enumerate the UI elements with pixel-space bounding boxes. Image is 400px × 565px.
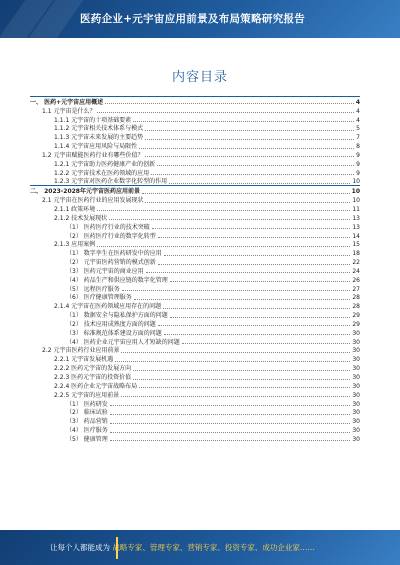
toc-page-number: 10 <box>352 178 360 186</box>
toc-entry-label: （1） 数字孪生在医药研发中的应用 <box>66 250 162 258</box>
toc-entry[interactable] <box>30 337 360 346</box>
toc-entry[interactable] <box>30 195 360 204</box>
toc-leader-dots <box>133 121 354 122</box>
toc-entry[interactable] <box>30 231 360 240</box>
toc-leader-dots <box>157 165 354 166</box>
toc-page-number: 30 <box>352 391 360 399</box>
toc-page-number: 30 <box>352 356 360 364</box>
toc-entry[interactable] <box>30 177 360 186</box>
toc-entry-label: 1.2.1 元宇宙助力医药健康产业的创新 <box>54 160 156 168</box>
toc-page-number: 29 <box>352 320 360 328</box>
toc-page-number: 30 <box>352 329 360 337</box>
toc-leader-dots <box>164 334 351 335</box>
toc-leader-dots <box>133 379 350 380</box>
toc-leader-dots <box>182 343 351 344</box>
toc-page-number: 18 <box>352 250 360 258</box>
toc-page-number: 4 <box>356 107 360 115</box>
toc-entry[interactable] <box>30 416 360 425</box>
toc-entry[interactable] <box>30 301 360 310</box>
footer-banner <box>0 530 400 565</box>
toc-entry-label: 2.1.4 元宇宙在医药领域应用存在的问题 <box>54 303 162 311</box>
toc-entry[interactable] <box>30 293 360 302</box>
toc-entry[interactable] <box>30 408 360 417</box>
toc-entry-label: （5） 远程医疗服务 <box>66 285 120 293</box>
toc-entry[interactable] <box>30 222 360 231</box>
toc-entry[interactable] <box>30 425 360 434</box>
toc-entry[interactable] <box>30 399 360 408</box>
toc-leader-dots <box>139 387 350 388</box>
toc-entry-label: （2） 临床试验 <box>66 409 108 417</box>
toc-entry-label: 1.1.1 元宇宙的十项基础要素 <box>54 116 132 124</box>
toc-page-number: 28 <box>352 294 360 302</box>
toc-leader-dots <box>152 228 351 229</box>
toc-entry-label: （1） 数据安全与隐私保护方面的问题 <box>66 312 168 320</box>
toc-entry[interactable] <box>30 150 360 159</box>
toc-page-number: 30 <box>352 338 360 346</box>
toc-entry-label: 1.2 元宇宙赋能医药行业有哪些价值？ <box>42 151 144 159</box>
toc-page-number: 9 <box>356 151 360 159</box>
toc-leader-dots <box>115 361 350 362</box>
toc-page-number: 11 <box>352 205 360 213</box>
toc-leader-dots <box>105 103 354 104</box>
toc-entry[interactable] <box>30 257 360 266</box>
toc-entry-label: 1.2.3 元宇宙对医药企业数字化转型的作用 <box>54 178 168 186</box>
toc-entry[interactable] <box>30 159 360 168</box>
toc-page-number: 10 <box>351 188 360 196</box>
toc-entry-label: 2.2.5 元宇宙的应用前景 <box>54 391 120 399</box>
toc-entry[interactable] <box>30 213 360 222</box>
toc-entry[interactable] <box>30 372 360 381</box>
toc-entry-label: （2） 技术应用成熟度方面的问题 <box>66 320 156 328</box>
toc-page-number: 30 <box>352 347 360 355</box>
footer-slogan-prefix: 让每个人都能成为 <box>50 543 110 552</box>
toc-entry-label: 2.2 元宇宙医药行业应用前景 <box>42 347 120 355</box>
toc-entry-label: （2） 医药医疗行业的数字化转型 <box>66 232 156 240</box>
toc-entry[interactable] <box>30 284 360 293</box>
toc-entry-label: （3） 药品营销 <box>66 418 108 426</box>
toc-entry[interactable] <box>30 168 360 177</box>
toc-leader-dots <box>121 352 350 353</box>
toc-leader-dots <box>145 139 354 140</box>
toc-page-number: 27 <box>352 285 360 293</box>
toc-leader-dots <box>145 202 350 203</box>
toc-entry[interactable] <box>30 124 360 133</box>
toc-page-number: 9 <box>356 160 360 168</box>
toc-entry-label: 1.1.3 元宇宙未来发展的主要趋势 <box>54 134 144 142</box>
toc-leader-dots <box>122 290 351 291</box>
toc-entry-label: 一、 医药+元宇宙应用概述 <box>30 98 104 106</box>
toc-leader-dots <box>169 183 350 184</box>
toc-leader-dots <box>158 237 351 238</box>
toc-entry[interactable] <box>30 390 360 399</box>
toc-page-number: 30 <box>352 409 360 417</box>
toc-entry-label: 1.2.2 元宇宙技术在医药领域的应用 <box>54 169 150 177</box>
toc-leader-dots <box>170 317 351 318</box>
toc-entry-label: （5） 健康管理 <box>66 435 108 443</box>
toc-leader-dots <box>139 148 354 149</box>
toc-entry[interactable] <box>30 275 360 284</box>
toc-entry[interactable] <box>30 346 360 355</box>
header-banner <box>0 0 400 38</box>
toc-entry-label: （1） 医药医疗行业的技术突破 <box>66 223 150 231</box>
toc-leader-dots <box>121 396 350 397</box>
toc-page-number: 29 <box>352 312 360 320</box>
toc-leader-dots <box>145 156 354 157</box>
toc-entry-label: （4） 医疗服务 <box>66 427 108 435</box>
toc-entry-label: （2） 元宇宙医药营销的模式创新 <box>66 259 156 267</box>
toc-entry-label: 2.2.4 医药企业元宇宙战略布局 <box>54 382 138 390</box>
toc-leader-dots <box>134 299 351 300</box>
toc-page-number: 13 <box>352 223 360 231</box>
table-of-contents <box>30 96 360 443</box>
toc-leader-dots <box>146 272 351 273</box>
toc-page-number: 30 <box>352 382 360 390</box>
toc-page-number: 9 <box>356 169 360 177</box>
toc-entry[interactable] <box>30 354 360 363</box>
toc-entry-label: 2.2.3 医药元宇宙的投资价值 <box>54 374 132 381</box>
toc-page-number: 13 <box>352 214 360 222</box>
toc-page-number: 30 <box>352 427 360 435</box>
toc-leader-dots <box>142 193 350 194</box>
toc-leader-dots <box>97 112 354 113</box>
toc-page-number: 30 <box>352 435 360 443</box>
toc-leader-dots <box>110 423 351 424</box>
toc-entry[interactable] <box>30 248 360 257</box>
toc-entry-label: （3） 医药元宇宙的商业应用 <box>66 267 144 275</box>
toc-leader-dots <box>110 414 351 415</box>
toc-entry[interactable] <box>30 96 360 106</box>
toc-page-number: 14 <box>352 232 360 240</box>
toc-entry[interactable] <box>30 328 360 337</box>
toc-entry-label: （4） 药品生产和供应链的数字化管理 <box>66 276 168 284</box>
toc-entry[interactable] <box>30 106 360 115</box>
toc-leader-dots <box>110 405 351 406</box>
toc-entry[interactable] <box>30 434 360 443</box>
toc-page-number: 22 <box>352 259 360 267</box>
toc-entry[interactable] <box>30 319 360 328</box>
toc-leader-dots <box>158 264 351 265</box>
toc-leader-dots <box>158 325 351 326</box>
toc-entry-label: （4） 医药企业元宇宙应用人才短缺的问题 <box>66 338 180 346</box>
toc-heading: 内容目录 <box>171 70 228 85</box>
toc-page-number: 4 <box>356 116 360 124</box>
toc-leader-dots <box>163 308 350 309</box>
toc-entry-label: 二、 2023-2028年元宇宙医药应用前景 <box>30 188 140 196</box>
toc-entry[interactable] <box>30 204 360 213</box>
toc-entry[interactable] <box>30 141 360 150</box>
toc-page-number: 30 <box>352 365 360 373</box>
footer-slogan-highlight: 战略专家、管理专家、营销专家、投资专家、成功企业家…… <box>112 543 315 552</box>
toc-leader-dots <box>97 246 350 247</box>
toc-page-number: 15 <box>352 241 360 249</box>
toc-entry[interactable] <box>30 185 360 195</box>
toc-entry-label: 1.1.2 元宇宙相关技术体系与模式 <box>54 125 144 133</box>
report-title: 医药企业+元宇宙应用前景及布局策略研究报告 <box>80 13 306 25</box>
toc-leader-dots <box>170 281 351 282</box>
toc-entry-label: 1.1.4 元宇宙应用风险与局限性 <box>54 143 138 151</box>
toc-page-number: 30 <box>352 374 360 381</box>
toc-page-number: 28 <box>352 303 360 311</box>
toc-page-number: 26 <box>352 276 360 284</box>
toc-entry-label: 2.1 元宇宙在医药行业的应用发展现状 <box>42 197 144 205</box>
toc-entry[interactable] <box>30 363 360 372</box>
toc-leader-dots <box>97 210 350 211</box>
toc-entry-label: 2.1.2 技术发展现状 <box>54 214 108 222</box>
toc-page-number: 8 <box>356 143 360 151</box>
toc-entry-label: （6） 医疗健康管理服务 <box>66 294 132 302</box>
toc-leader-dots <box>110 432 351 433</box>
toc-entry-label: 2.1.3 应用案例 <box>54 241 96 249</box>
toc-entry[interactable] <box>30 310 360 319</box>
toc-leader-dots <box>164 255 351 256</box>
toc-entry-label: 1.1 元宇宙是什么？ <box>42 107 96 115</box>
toc-entry[interactable] <box>30 240 360 249</box>
toc-entry-label: 2.2.2 医药元宇宙的发展方向 <box>54 365 132 373</box>
footer-slogan <box>50 542 315 553</box>
toc-entry-label: （1） 医药研发 <box>66 400 108 408</box>
toc-page-number: 30 <box>352 418 360 426</box>
toc-page-number: 30 <box>352 400 360 408</box>
toc-leader-dots <box>133 370 350 371</box>
toc-entry[interactable] <box>30 266 360 275</box>
toc-page-number: 24 <box>352 267 360 275</box>
toc-leader-dots <box>109 219 350 220</box>
toc-entry[interactable] <box>30 381 360 390</box>
toc-page-number: 10 <box>352 197 360 205</box>
toc-entry-label: （3） 标准规范体系建设方面的问题 <box>66 329 162 337</box>
toc-entry[interactable] <box>30 115 360 124</box>
toc-page-number: 5 <box>356 125 360 133</box>
toc-page-number: 7 <box>356 134 360 142</box>
toc-page-number: 4 <box>355 98 360 106</box>
toc-leader-dots <box>151 174 354 175</box>
toc-entry[interactable] <box>30 132 360 141</box>
toc-entry-label: 2.2.1 元宇宙发展机遇 <box>54 356 114 364</box>
toc-leader-dots <box>110 440 351 441</box>
toc-leader-dots <box>145 130 354 131</box>
toc-entry-label: 2.1.1 政策环境 <box>54 205 96 213</box>
